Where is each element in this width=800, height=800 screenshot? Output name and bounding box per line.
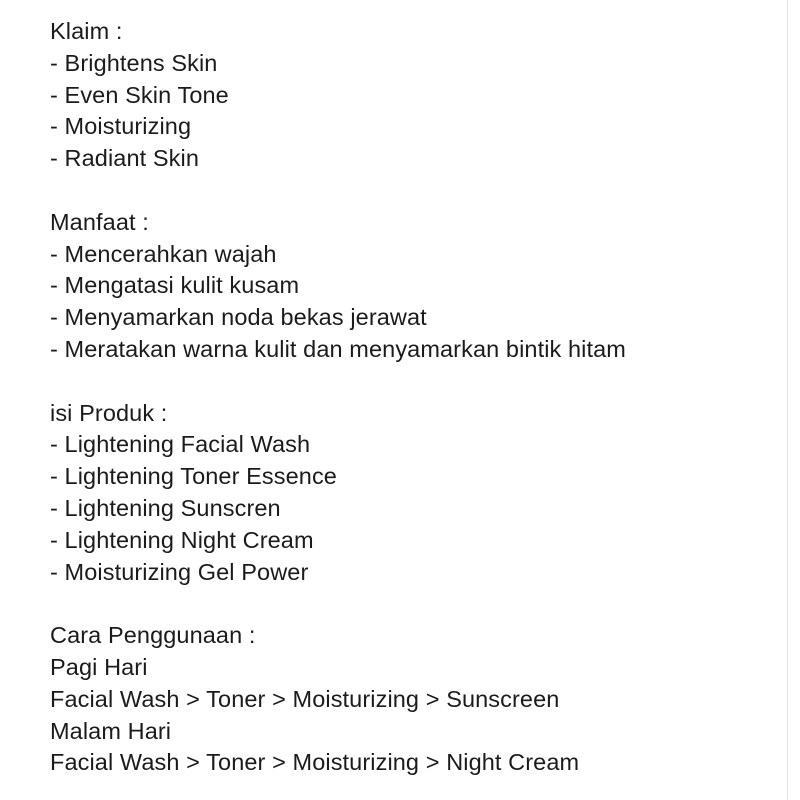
claims-section xyxy=(50,16,750,175)
benefit-item: - Mencerahkan wajah xyxy=(50,240,277,267)
usage-heading: Cara Penggunaan : xyxy=(50,622,256,649)
note-document xyxy=(50,16,750,779)
product-item: - Lightening Toner Essence xyxy=(50,463,337,490)
blank-line xyxy=(50,366,750,398)
claims-heading: Klaim : xyxy=(50,18,123,44)
claim-item: - Radiant Skin xyxy=(50,145,199,172)
claim-item: - Even Skin Tone xyxy=(50,81,229,108)
benefit-item: - Meratakan warna kulit dan menyamarkan bintik hitam xyxy=(50,335,626,362)
contents-section xyxy=(50,398,750,589)
blank-line xyxy=(50,175,750,207)
product-item: - Moisturizing Gel Power xyxy=(50,558,309,585)
night-steps: Facial Wash > Toner > Moisturizing > Night Cream xyxy=(50,749,580,776)
product-item: - Lightening Sunscren xyxy=(50,494,281,521)
benefit-item: - Mengatasi kulit kusam xyxy=(50,272,300,299)
claim-item: - Moisturizing xyxy=(50,113,192,140)
page-edge-divider xyxy=(787,0,788,800)
blank-line xyxy=(50,588,750,620)
night-label: Malam Hari xyxy=(50,717,172,744)
morning-steps: Facial Wash > Toner > Moisturizing > Sunscreen xyxy=(50,685,560,712)
product-item: - Lightening Facial Wash xyxy=(50,431,311,458)
contents-heading: isi Produk : xyxy=(50,399,168,426)
morning-label: Pagi Hari xyxy=(50,653,148,680)
benefit-item: - Menyamarkan noda bekas jerawat xyxy=(50,304,427,331)
usage-section xyxy=(50,620,750,779)
product-item: - Lightening Night Cream xyxy=(50,526,314,553)
claim-item: - Brightens Skin xyxy=(50,49,218,76)
benefits-section xyxy=(50,207,750,366)
benefits-heading: Manfaat : xyxy=(50,208,149,235)
